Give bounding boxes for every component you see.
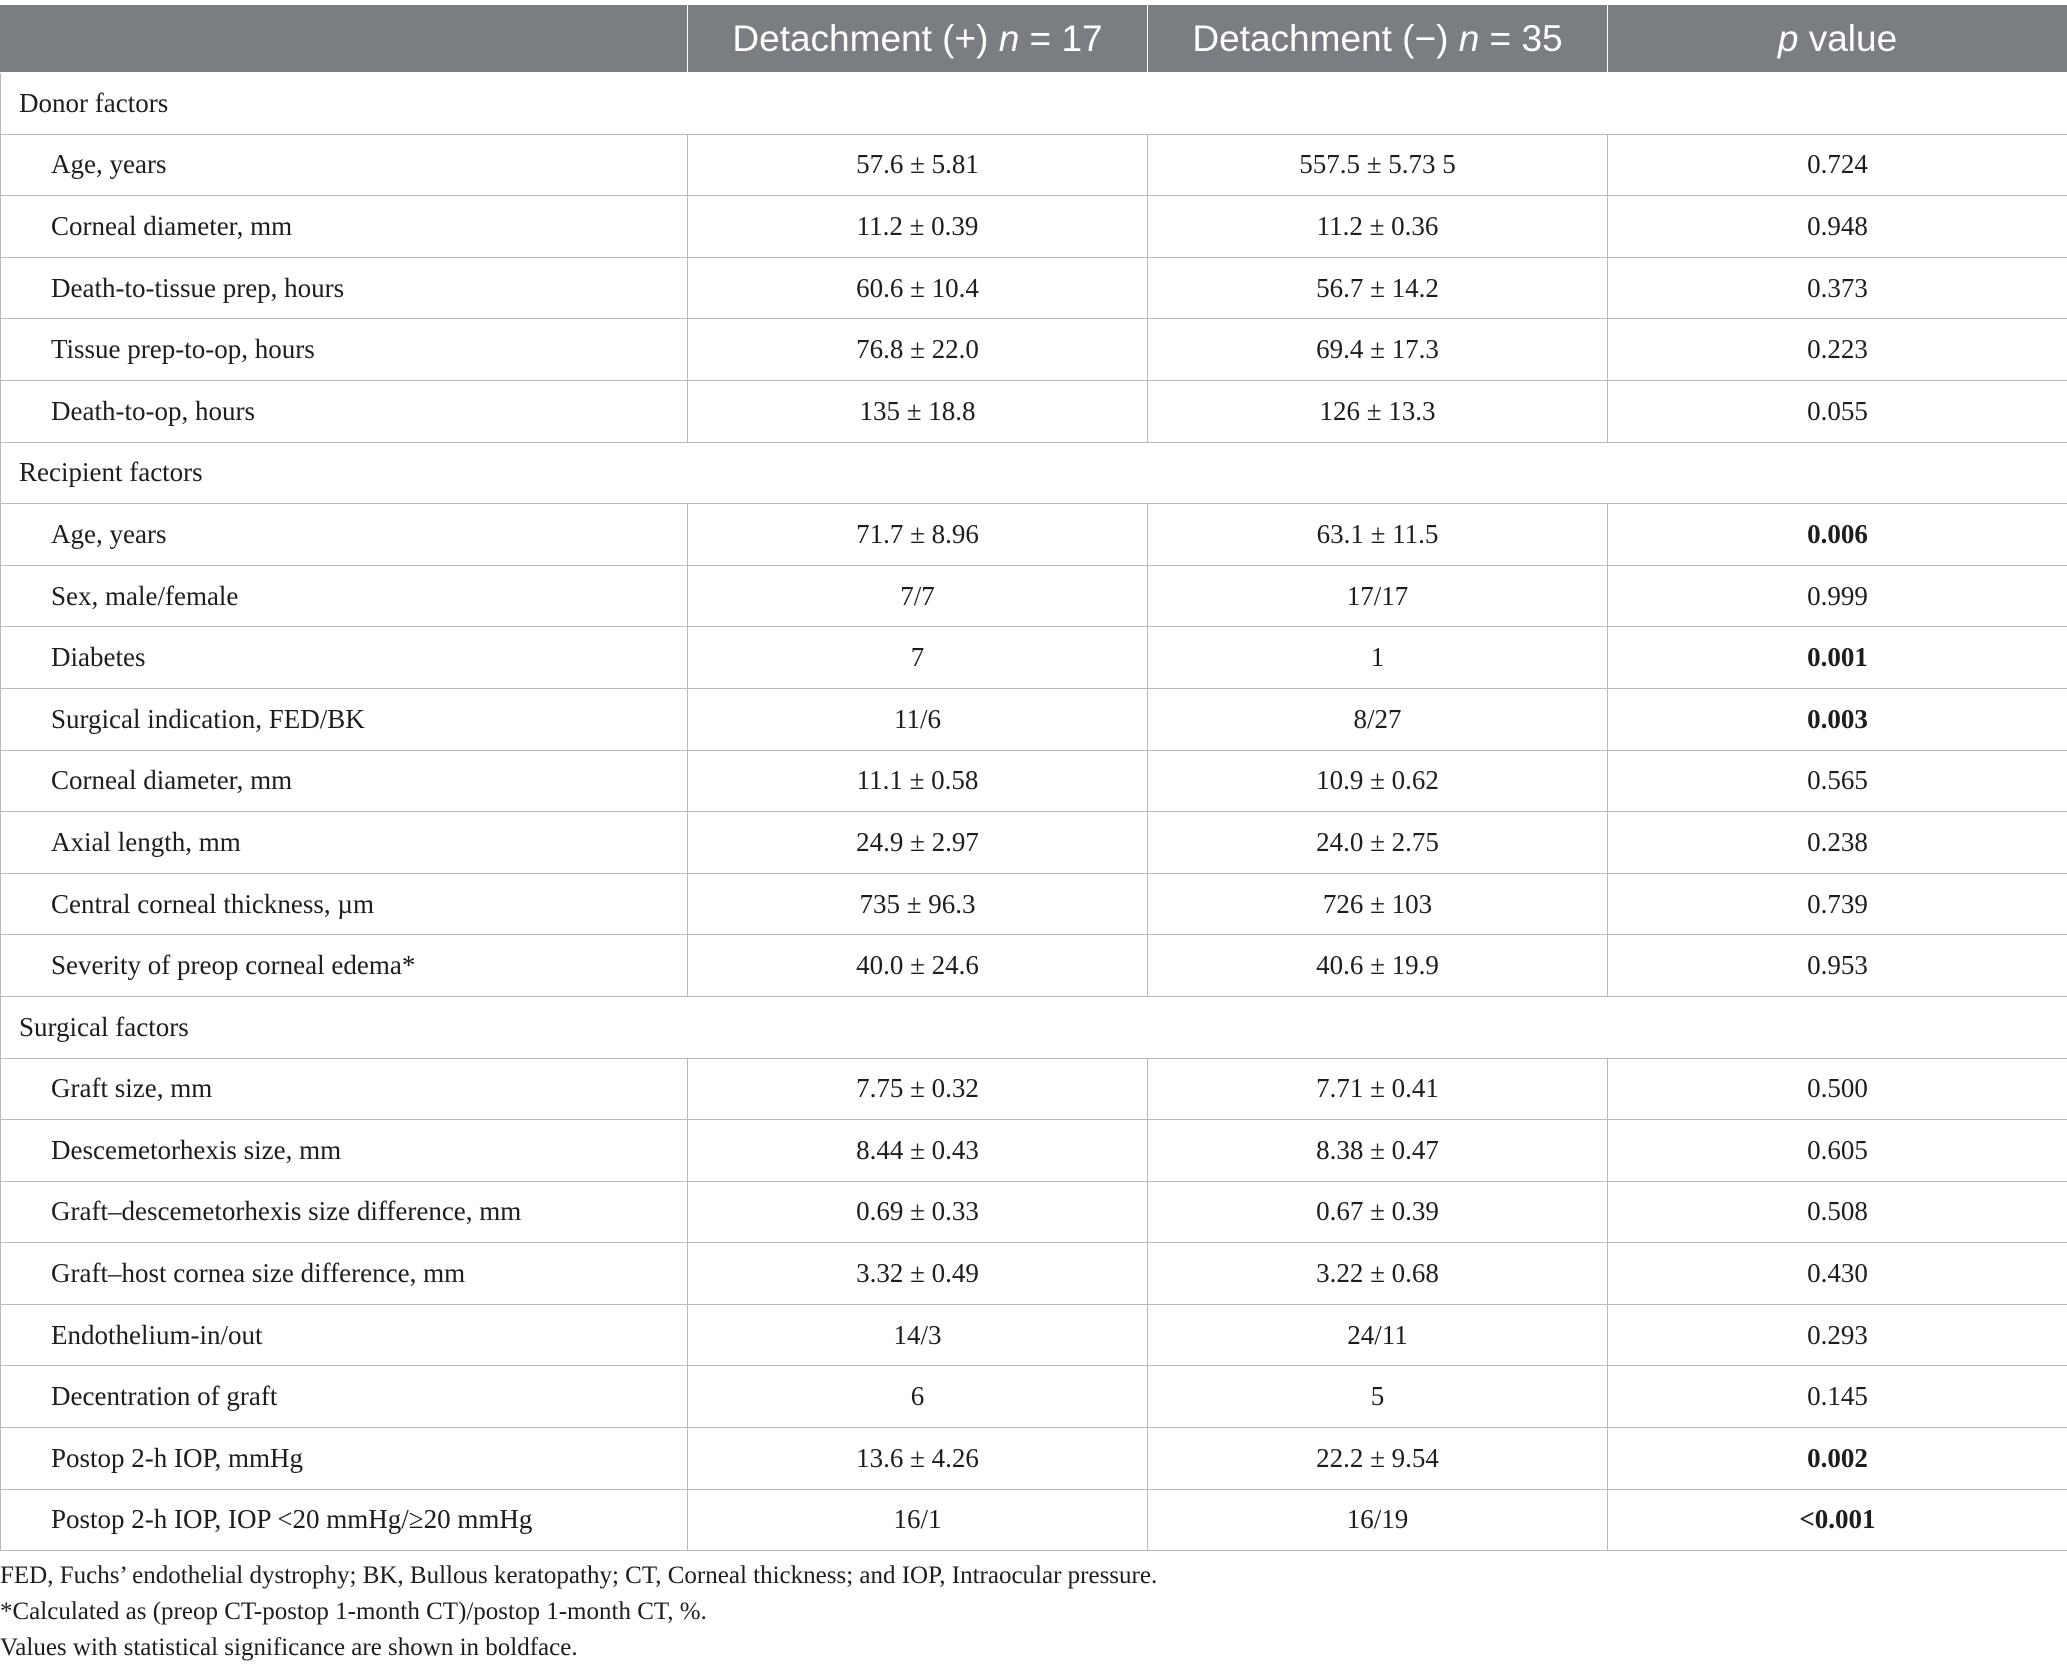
table-row <box>1 750 2067 812</box>
value-detachment-negative: 11.2 ± 0.36 <box>1148 196 1608 258</box>
row-label: Descemetorhexis size, mm <box>1 1120 688 1182</box>
value-detachment-negative: 0.67 ± 0.39 <box>1148 1181 1608 1243</box>
section-title: Donor factors <box>1 73 2067 135</box>
table-row <box>1 873 2067 935</box>
value-detachment-positive: 6 <box>688 1366 1148 1428</box>
row-label: Age, years <box>1 134 688 196</box>
row-label: Graft size, mm <box>1 1058 688 1120</box>
value-detachment-positive: 24.9 ± 2.97 <box>688 812 1148 874</box>
value-detachment-negative: 16/19 <box>1148 1489 1608 1551</box>
section-title: Surgical factors <box>1 996 2067 1058</box>
header-detachment-negative: Detachment (−) n = 35 <box>1148 5 1608 73</box>
footnotes <box>0 1558 1157 1666</box>
value-detachment-positive: 60.6 ± 10.4 <box>688 257 1148 319</box>
p-value: <0.001 <box>1608 1489 2067 1551</box>
row-label: Central corneal thickness, µm <box>1 873 688 935</box>
table-row <box>1 565 2067 627</box>
p-value: 0.430 <box>1608 1243 2067 1305</box>
value-detachment-negative: 126 ± 13.3 <box>1148 380 1608 442</box>
value-detachment-positive: 57.6 ± 5.81 <box>688 134 1148 196</box>
p-value: 0.145 <box>1608 1366 2067 1428</box>
header-row <box>1 5 2067 73</box>
table-body <box>1 73 2067 1551</box>
section-row <box>1 442 2067 504</box>
table-row <box>1 134 2067 196</box>
value-detachment-positive: 7/7 <box>688 565 1148 627</box>
p-value: 0.508 <box>1608 1181 2067 1243</box>
p-value: 0.238 <box>1608 812 2067 874</box>
p-value: 0.003 <box>1608 688 2067 750</box>
footnote-calculation: *Calculated as (preop CT-postop 1-month CT)/postop 1-month CT, %. <box>0 1598 707 1625</box>
value-detachment-negative: 22.2 ± 9.54 <box>1148 1428 1608 1490</box>
table-row <box>1 1120 2067 1182</box>
value-detachment-negative: 40.6 ± 19.9 <box>1148 935 1608 997</box>
row-label: Postop 2-h IOP, mmHg <box>1 1428 688 1490</box>
row-label: Endothelium-in/out <box>1 1304 688 1366</box>
row-label: Age, years <box>1 504 688 566</box>
footnote-abbreviations: FED, Fuchs’ endothelial dystrophy; BK, Bullous keratopathy; CT, Corneal thickness; and IOP, Intraocular pressure. <box>0 1562 1158 1589</box>
row-label: Corneal diameter, mm <box>1 196 688 258</box>
section-title: Recipient factors <box>1 442 2067 504</box>
table-row <box>1 1058 2067 1120</box>
p-value: 0.948 <box>1608 196 2067 258</box>
p-value: 0.002 <box>1608 1428 2067 1490</box>
table-row <box>1 1304 2067 1366</box>
row-label: Death-to-op, hours <box>1 380 688 442</box>
table-row <box>1 504 2067 566</box>
table-row <box>1 1181 2067 1243</box>
value-detachment-positive: 7 <box>688 627 1148 689</box>
table-row <box>1 257 2067 319</box>
value-detachment-positive: 3.32 ± 0.49 <box>688 1243 1148 1305</box>
p-value: 0.999 <box>1608 565 2067 627</box>
table-container <box>0 4 2067 1551</box>
table-row <box>1 319 2067 381</box>
row-label: Tissue prep-to-op, hours <box>1 319 688 381</box>
value-detachment-negative: 24/11 <box>1148 1304 1608 1366</box>
table-row <box>1 627 2067 689</box>
p-value: 0.006 <box>1608 504 2067 566</box>
value-detachment-negative: 1 <box>1148 627 1608 689</box>
section-row <box>1 996 2067 1058</box>
value-detachment-positive: 76.8 ± 22.0 <box>688 319 1148 381</box>
value-detachment-negative: 5 <box>1148 1366 1608 1428</box>
p-value: 0.605 <box>1608 1120 2067 1182</box>
p-value: 0.001 <box>1608 627 2067 689</box>
value-detachment-positive: 0.69 ± 0.33 <box>688 1181 1148 1243</box>
table-row <box>1 196 2067 258</box>
table-row <box>1 1243 2067 1305</box>
value-detachment-negative: 63.1 ± 11.5 <box>1148 504 1608 566</box>
value-detachment-negative: 3.22 ± 0.68 <box>1148 1243 1608 1305</box>
table-row <box>1 380 2067 442</box>
footnote-significance: Values with statistical significance are shown in boldface. <box>0 1634 578 1661</box>
value-detachment-negative: 557.5 ± 5.73 5 <box>1148 134 1608 196</box>
header-p-value: p value <box>1608 5 2067 73</box>
value-detachment-positive: 11.1 ± 0.58 <box>688 750 1148 812</box>
p-value: 0.565 <box>1608 750 2067 812</box>
value-detachment-negative: 56.7 ± 14.2 <box>1148 257 1608 319</box>
value-detachment-negative: 17/17 <box>1148 565 1608 627</box>
value-detachment-negative: 7.71 ± 0.41 <box>1148 1058 1608 1120</box>
p-value: 0.953 <box>1608 935 2067 997</box>
p-value: 0.739 <box>1608 873 2067 935</box>
table-row <box>1 935 2067 997</box>
row-label: Axial length, mm <box>1 812 688 874</box>
value-detachment-negative: 726 ± 103 <box>1148 873 1608 935</box>
results-table <box>0 4 2067 1551</box>
row-label: Surgical indication, FED/BK <box>1 688 688 750</box>
value-detachment-negative: 24.0 ± 2.75 <box>1148 812 1608 874</box>
p-value: 0.724 <box>1608 134 2067 196</box>
value-detachment-positive: 7.75 ± 0.32 <box>688 1058 1148 1120</box>
value-detachment-positive: 14/3 <box>688 1304 1148 1366</box>
value-detachment-positive: 11.2 ± 0.39 <box>688 196 1148 258</box>
row-label: Corneal diameter, mm <box>1 750 688 812</box>
value-detachment-positive: 8.44 ± 0.43 <box>688 1120 1148 1182</box>
table-row <box>1 812 2067 874</box>
table-row <box>1 1428 2067 1490</box>
section-row <box>1 73 2067 135</box>
table-row <box>1 1366 2067 1428</box>
value-detachment-positive: 11/6 <box>688 688 1148 750</box>
value-detachment-positive: 71.7 ± 8.96 <box>688 504 1148 566</box>
p-value: 0.500 <box>1608 1058 2067 1120</box>
value-detachment-positive: 735 ± 96.3 <box>688 873 1148 935</box>
row-label: Death-to-tissue prep, hours <box>1 257 688 319</box>
row-label: Graft–host cornea size difference, mm <box>1 1243 688 1305</box>
value-detachment-positive: 135 ± 18.8 <box>688 380 1148 442</box>
header-detachment-positive: Detachment (+) n = 17 <box>688 5 1148 73</box>
value-detachment-negative: 69.4 ± 17.3 <box>1148 319 1608 381</box>
table-row <box>1 1489 2067 1551</box>
row-label: Sex, male/female <box>1 565 688 627</box>
p-value: 0.055 <box>1608 380 2067 442</box>
header-blank <box>1 5 688 73</box>
p-value: 0.373 <box>1608 257 2067 319</box>
row-label: Graft–descemetorhexis size difference, mm <box>1 1181 688 1243</box>
value-detachment-positive: 13.6 ± 4.26 <box>688 1428 1148 1490</box>
row-label: Severity of preop corneal edema* <box>1 935 688 997</box>
value-detachment-negative: 8/27 <box>1148 688 1608 750</box>
value-detachment-negative: 10.9 ± 0.62 <box>1148 750 1608 812</box>
value-detachment-negative: 8.38 ± 0.47 <box>1148 1120 1608 1182</box>
row-label: Postop 2-h IOP, IOP <20 mmHg/≥20 mmHg <box>1 1489 688 1551</box>
row-label: Decentration of graft <box>1 1366 688 1428</box>
value-detachment-positive: 16/1 <box>688 1489 1148 1551</box>
row-label: Diabetes <box>1 627 688 689</box>
table-row <box>1 688 2067 750</box>
value-detachment-positive: 40.0 ± 24.6 <box>688 935 1148 997</box>
p-value: 0.293 <box>1608 1304 2067 1366</box>
p-value: 0.223 <box>1608 319 2067 381</box>
